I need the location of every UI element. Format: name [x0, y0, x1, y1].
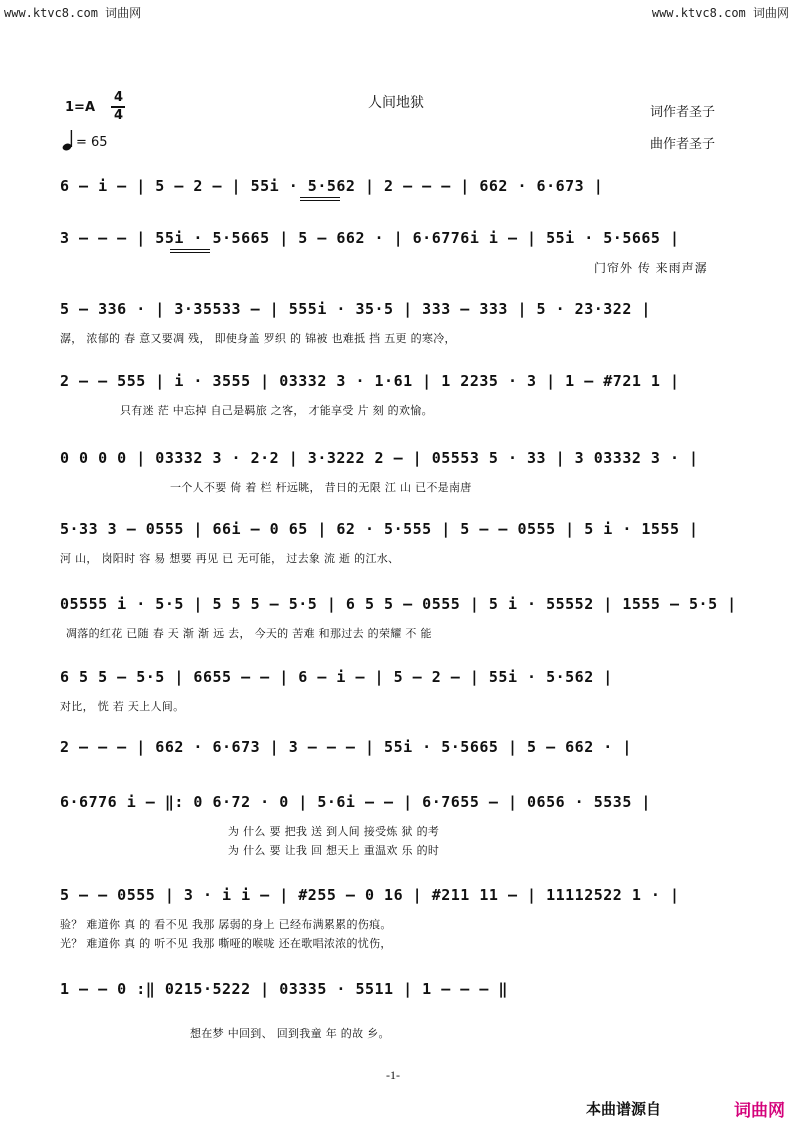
- brand-logo: 词曲网: [734, 1101, 785, 1121]
- notation-row-2: 3 – – – | 55i · 5·5665 | 5 – 662 · | 6·6776i i – | 55i · 5·5665 |: [60, 229, 680, 247]
- time-bottom: 4: [114, 108, 124, 123]
- notation-row-8: 6 5 5 – 5·5 | 6655 – – | 6 – i – | 5 – 2 – | 55i · 5·562 |: [60, 668, 613, 686]
- notation-row-1: 6 – i – | 5 – 2 – | 55i · 5·562 | 2 – – – | 662 · 6·673 |: [60, 177, 604, 195]
- lyric-row-3: 潺， 浓郁的 春 意又要凋 残， 即使身盖 罗织 的 锦被 也难抵 挡 五更 的寒冷，: [60, 332, 456, 345]
- beam-line: [300, 200, 340, 201]
- lyricist: 词作者圣子: [650, 105, 716, 120]
- notation-row-7: 05555 i · 5·5 | 5 5 5 – 5·5 | 6 5 5 – 0555 | 5 i · 55552 | 1555 – 5·5 |: [60, 595, 737, 613]
- notation-row-3: 5 – 336 · | 3·35533 – | 555i · 35·5 | 333 – 333 | 5 · 23·322 |: [60, 300, 651, 318]
- tempo: = 65: [76, 135, 108, 150]
- notation-row-10: 6·6776 i – ‖: 0 6·72 · 0 | 5·6i – – | 6·7655 – | 0656 · 5535 |: [60, 793, 651, 811]
- lyric-row-5: 一个人不要 倚 着 栏 杆远眺， 昔日的无限 江 山 已不是南唐: [170, 481, 472, 494]
- lyric-row-10b: 为 什么 要 让我 回 想天上 重温欢 乐 的时: [228, 844, 440, 857]
- notation-row-12: 1 – – 0 :‖ 0215·5222 | 03335 · 5511 | 1 – – – ‖: [60, 980, 508, 998]
- notation-row-9: 2 – – – | 662 · 6·673 | 3 – – – | 55i · 5·5665 | 5 – 662 · |: [60, 738, 632, 756]
- source-label: 本曲谱源自: [586, 1100, 662, 1118]
- song-title: 人间地狱: [368, 95, 424, 111]
- beam-line: [170, 252, 210, 253]
- lyric-row-8: 对比， 恍 若 天上人间。: [60, 700, 185, 713]
- lyric-row-11b: 光？ 难道你 真 的 听不见 我那 嘶哑的喉咙 还在歌唱浓浓的忧伤，: [60, 937, 392, 950]
- notation-row-4: 2 – – 555 | i · 3555 | 03332 3 · 1·61 | 1 2235 · 3 | 1 – #721 1 |: [60, 372, 680, 390]
- composer: 曲作者圣子: [650, 137, 716, 152]
- lyric-row-6: 河 山， 岗阳时 容 易 想要 再见 已 无可能， 过去象 流 逝 的江水、: [60, 552, 400, 565]
- lyric-row-12: 想在梦 中回到、 回到我童 年 的故 乡。: [190, 1027, 390, 1040]
- quarter-note-icon: [62, 128, 76, 156]
- lyric-row-7: 凋落的红花 已随 春 天 渐 渐 远 去， 今天的 苦难 和那过去 的荣耀 不 能: [66, 627, 432, 640]
- key-signature: 1=A: [65, 100, 95, 115]
- notation-row-6: 5·33 3 – 0555 | 66i – 0 65 | 62 · 5·555 | 5 – – 0555 | 5 i · 1555 |: [60, 520, 699, 538]
- beam-line: [170, 249, 210, 250]
- time-top: 4: [114, 90, 124, 105]
- lyric-row-11a: 验？ 难道你 真 的 看不见 我那 孱弱的身上 已经布满累累的伤痕。: [60, 918, 392, 931]
- watermark-left: www.ktvc8.com 词曲网: [4, 6, 142, 20]
- watermark-right: www.ktvc8.com 词曲网: [651, 6, 789, 20]
- notation-row-5: 0 0 0 0 | 03332 3 · 2·2 | 3·3222 2 – | 05553 5 · 33 | 3 03332 3 · |: [60, 449, 699, 467]
- lyric-row-10a: 为 什么 要 把我 送 到人间 接受炼 狱 的考: [228, 825, 440, 838]
- lyric-row-2: 门帘外 传 来雨声潺: [594, 261, 708, 275]
- notation-row-11: 5 – – 0555 | 3 · i i – | #255 – 0 16 | #211 11 – | 11112522 1 · |: [60, 886, 680, 904]
- beam-line: [300, 197, 340, 198]
- lyric-row-4: 只有迷 茫 中忘掉 自己是羁旅 之客， 才能享受 片 刻 的欢愉。: [120, 404, 433, 417]
- page-number: -1-: [386, 1068, 400, 1082]
